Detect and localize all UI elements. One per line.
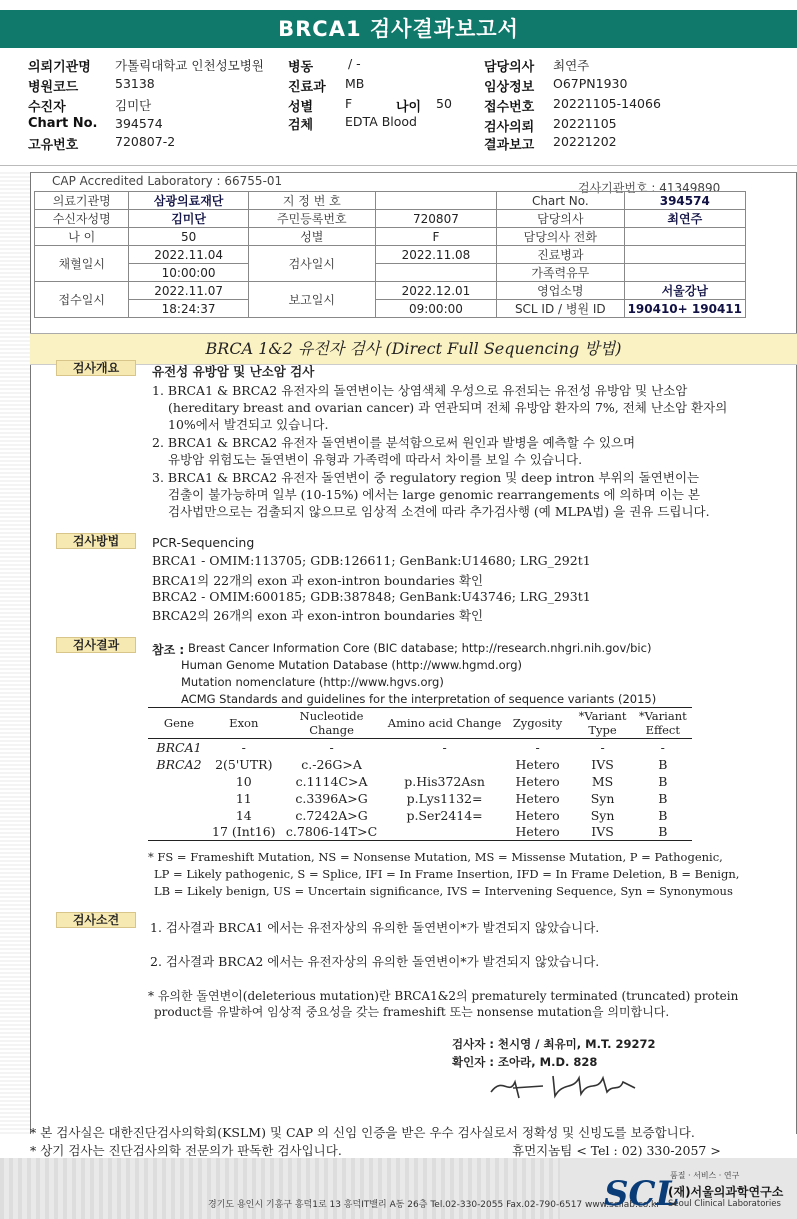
cell-effect: B <box>634 824 692 841</box>
section-overview-label: 검사개요 <box>56 360 136 376</box>
info-label: 지 정 번 호 <box>248 192 375 210</box>
overview-line: 검사법만으로는 검출되지 않으므로 임상적 소견에 따라 추가검사행 (예 MLPA법) 을 권유 드립니다. <box>168 504 710 519</box>
cell-nucleotide: c.3396A>G <box>295 790 368 806</box>
request-value: 20221105 <box>553 116 617 131</box>
dept-value <box>624 246 745 264</box>
reportdate-label: 보고일시 <box>248 282 375 318</box>
patient-label: 수진자 <box>28 100 66 115</box>
info-label: 담당의사 <box>497 210 625 228</box>
section-method-label: 검사방법 <box>56 533 136 549</box>
overview-line: 2. BRCA1 & BRCA2 유전자 돌연변이를 분석함으로써 원인과 발병을 예측할 수 있으며 <box>152 435 636 450</box>
info-label: 의료기관명 <box>35 192 129 210</box>
col-header: Nucleotide Change <box>278 708 386 739</box>
cell-exon: 17 (Int16) <box>212 824 276 840</box>
cell-effect: - <box>660 739 665 755</box>
unique-value: 720807-2 <box>115 134 176 149</box>
cell-zygosity: Hetero <box>515 807 560 823</box>
chart-value: 394574 <box>115 116 163 131</box>
cell-exon: 11 <box>235 790 252 806</box>
cell-gene: BRCA2 <box>156 756 202 772</box>
report-date: 2022.12.01 <box>375 282 496 300</box>
cell-nucleotide: c.1114C>A <box>295 773 368 789</box>
cell-amino: p.His372Asn <box>404 773 485 789</box>
cell-amino: p.Ser2414= <box>406 807 483 823</box>
patient-header <box>0 52 797 170</box>
table-row <box>148 756 692 773</box>
cell-zygosity: Hetero <box>515 756 560 772</box>
table-row <box>148 739 692 756</box>
info-label: Chart No. <box>497 192 625 210</box>
cell-gene <box>148 824 210 841</box>
footer-org-en: Seoul Clinical Laboratories <box>668 1199 781 1209</box>
test-label: 검사일시 <box>248 246 375 282</box>
cell-type: Syn <box>590 807 615 823</box>
institution-number: 검사기관번호 : 41349890 <box>578 181 721 195</box>
cell-gene <box>148 807 210 824</box>
receipt-time: 18:24:37 <box>129 300 248 318</box>
info-value: F <box>375 228 496 246</box>
confirmer: 확인자 : 조아라, M.D. 828 <box>452 1055 598 1069</box>
report-label: 결과보고 <box>484 138 535 153</box>
cell-nucleotide: c.7806-14T>C <box>278 824 386 841</box>
info-value: 최연주 <box>624 210 745 228</box>
chart-label: Chart No. <box>28 116 98 131</box>
family-value <box>624 264 745 282</box>
col-header: *Variant Effect <box>634 708 692 739</box>
finding-brca1: 1. 검사결과 BRCA1 에서는 유전자상의 유의한 돌연변이*가 발견되지 않았습니다. <box>150 920 600 935</box>
method-line: BRCA2 - OMIM:600185; GDB:387848; GenBank:U43746; LRG_293t1 <box>152 589 591 604</box>
cell-nucleotide: c.7242A>G <box>295 807 368 823</box>
reference-line: Human Genome Mutation Database (http://www.hgmd.org) <box>181 658 522 672</box>
footer <box>0 1158 797 1219</box>
contact-tel: 휴먼지놈팀 < Tel : 02) 330-2057 > <box>512 1143 721 1158</box>
age-label: 나이 <box>396 100 422 115</box>
receipt-date: 2022.11.07 <box>129 282 248 300</box>
table-row <box>148 790 692 807</box>
finding-note: product를 유발하여 임상적 중요성을 갖는 frameshift 또는 nonsense mutation을 의미합니다. <box>154 1005 670 1019</box>
section-findings-label: 검사소견 <box>56 912 136 928</box>
section-result-label: 검사결과 <box>56 637 136 653</box>
unique-label: 고유번호 <box>28 138 79 153</box>
dept-label: 진료병과 <box>497 246 625 264</box>
cell-amino <box>386 824 504 841</box>
cell-exon: - <box>241 739 246 755</box>
request-label: 검사의뢰 <box>484 120 535 135</box>
overview-heading: 유전성 유방암 및 난소암 검사 <box>152 364 315 379</box>
cell-effect: B <box>658 773 668 789</box>
doctor-value: 최연주 <box>553 58 590 73</box>
method-line: BRCA1의 22개의 exon 과 exon-intron boundaries 확인 <box>152 573 484 588</box>
cell-type: IVS <box>591 756 614 772</box>
table-row <box>148 773 692 790</box>
scl-value: 190410+ 190411 <box>624 300 745 318</box>
cell-amino <box>386 756 504 773</box>
overview-line: 3. BRCA1 & BRCA2 유전자 돌연변이 중 regulatory region 및 deep intron 부위의 돌연변이는 <box>152 470 700 485</box>
footer-address: 경기도 용인시 기흥구 흥덕1로 13 흥덕IT밸리 A동 26층 Tel.02-330-2055 Fax.02-790-6517 www.scllab.co.kr <box>208 1200 660 1210</box>
review-note: * 상기 검사는 진단검사의학 전문의가 판독한 검사입니다. <box>30 1143 342 1158</box>
cell-zygosity: Hetero <box>515 790 560 806</box>
family-label: 가족력유무 <box>497 264 625 282</box>
cell-gene: BRCA1 <box>156 739 202 755</box>
code-value: 53138 <box>115 76 155 91</box>
info-value: 394574 <box>624 192 745 210</box>
info-value <box>624 228 745 246</box>
tester: 검사자 : 천시영 / 최유미, M.T. 29272 <box>452 1037 656 1051</box>
cell-type: - <box>600 739 605 755</box>
col-header: Exon <box>210 708 278 739</box>
footer-tagline: 품질 · 서비스 · 연구 <box>670 1171 740 1180</box>
table-row <box>148 807 692 824</box>
dept-label: 진료과 <box>288 80 326 95</box>
report-value: 20221202 <box>553 134 617 149</box>
receipt-label: 접수일시 <box>35 282 129 318</box>
ward-value: / - <box>348 56 361 71</box>
col-header: Gene <box>148 708 210 739</box>
info-value: 50 <box>129 228 248 246</box>
sex-value: F <box>345 96 353 111</box>
age-value: 50 <box>436 96 452 111</box>
sex-label: 성별 <box>288 100 314 115</box>
info-label: 담당의사 전화 <box>497 228 625 246</box>
cell-amino: p.Lys1132= <box>406 790 483 806</box>
finding-brca2: 2. 검사결과 BRCA2 에서는 유전자상의 유의한 돌연변이*가 발견되지 않았습니다. <box>150 954 600 969</box>
info-value: 삼광의료재단 <box>129 192 248 210</box>
lab-info-table <box>34 191 746 318</box>
reference-line: ACMG Standards and guidelines for the interpretation of sequence variants (2015) <box>181 692 657 706</box>
patient-value: 김미단 <box>115 98 152 113</box>
clinical-label: 임상정보 <box>484 80 535 95</box>
cell-effect: B <box>658 790 668 806</box>
finding-note: * 유의한 돌연변이(deleterious mutation)란 BRCA1&2의 prematurely terminated (truncated) protein <box>148 989 739 1003</box>
hospital-label: 의뢰기관명 <box>28 60 91 75</box>
cap-accreditation: CAP Accredited Laboratory : 66755-01 <box>52 174 283 188</box>
info-label: 나 이 <box>35 228 129 246</box>
cell-type: MS <box>591 773 614 789</box>
left-margin-pattern <box>0 172 30 1134</box>
method-line: PCR-Sequencing <box>152 535 255 550</box>
clinical-value: O67PN1930 <box>553 76 628 91</box>
abbrev-footnote: LP = Likely pathogenic, S = Splice, IFI = In Frame Insertion, IFD = In Frame Deletion, B = Benign, <box>154 867 740 881</box>
overview-line: (hereditary breast and ovarian cancer) 과 연관되며 전체 유방암 환자의 7%, 전체 난소암 환자의 <box>168 400 728 415</box>
header-divider <box>0 165 797 166</box>
specimen-value: EDTA Blood <box>345 114 417 129</box>
cell-zygosity: - <box>535 739 540 755</box>
overview-line: 유방암 위험도는 돌연변이 유형과 가족력에 따라서 차이를 보일 수 있습니다. <box>168 452 583 467</box>
cell-gene <box>148 790 210 807</box>
signature-scribble <box>483 1070 653 1100</box>
info-value: 김미단 <box>129 210 248 228</box>
report-time: 09:00:00 <box>375 300 496 318</box>
cert-note: * 본 검사실은 대한진단검사의학회(KSLM) 및 CAP 의 신임 인증을 받은 우수 검사실로서 정확성 및 신빙도를 보증합니다. <box>30 1125 695 1140</box>
cell-nucleotide: - <box>329 739 334 755</box>
collect-time: 10:00:00 <box>129 264 248 282</box>
ref-label: 참조 : <box>152 643 185 657</box>
sales-value: 서울강남 <box>624 282 745 300</box>
abbrev-footnote: LB = Likely benign, US = Uncertain significance, IVS = Intervening Sequence, Syn = Synonymous <box>154 884 733 898</box>
overview-line: 검출이 불가능하며 일부 (10-15%) 에서는 large genomic rearrangements 에 의하며 이는 본 <box>168 487 700 502</box>
overview-line: 1. BRCA1 & BRCA2 유전자의 돌연변이는 상염색체 우성으로 유전되는 유전성 유방암 및 난소암 <box>152 383 688 398</box>
info-value: 720807 <box>375 210 496 228</box>
abbrev-footnote: * FS = Frameshift Mutation, NS = Nonsense Mutation, MS = Missense Mutation, P = Pathogenic, <box>148 850 723 864</box>
cell-effect: B <box>658 807 668 823</box>
accession-value: 20221105-14066 <box>553 96 661 111</box>
test-title: BRCA 1&2 유전자 검사 (Direct Full Sequencing 방법) <box>30 333 797 365</box>
reference-line: Mutation nomenclature (http://www.hgvs.org) <box>181 675 444 689</box>
test-time <box>375 264 496 282</box>
doctor-label: 담당의사 <box>484 60 535 75</box>
hospital-value: 가톨릭대학교 인천성모병원 <box>115 58 264 73</box>
cell-type: IVS <box>572 824 634 841</box>
scl-label: SCL ID / 병원 ID <box>497 300 625 318</box>
cell-exon: 14 <box>235 807 252 823</box>
col-header: Zygosity <box>504 708 572 739</box>
cell-amino: - <box>442 739 447 755</box>
cell-zygosity: Hetero <box>515 773 560 789</box>
overview-line: 10%에서 발견되고 있습니다. <box>168 417 329 432</box>
cell-gene <box>148 773 210 790</box>
method-line: BRCA1 - OMIM:113705; GDB:126611; GenBank:U14680; LRG_292t1 <box>152 553 591 568</box>
sales-label: 영업소명 <box>497 282 625 300</box>
cell-type: Syn <box>590 790 615 806</box>
collect-date: 2022.11.04 <box>129 246 248 264</box>
col-header: Amino acid Change <box>386 708 504 739</box>
reference-line: Breast Cancer Information Core (BIC database; http://research.nhgri.nih.gov/bic) <box>188 641 652 655</box>
cell-zygosity: Hetero <box>504 824 572 841</box>
method-line: BRCA2의 26개의 exon 과 exon-intron boundaries 확인 <box>152 608 484 623</box>
table-row <box>148 824 692 841</box>
footer-org-kr: (재)서울의과학연구소 <box>668 1185 784 1199</box>
cell-effect: B <box>658 756 668 772</box>
code-label: 병원코드 <box>28 80 79 95</box>
accession-label: 접수번호 <box>484 100 535 115</box>
ward-label: 병동 <box>288 60 314 75</box>
test-date: 2022.11.08 <box>375 246 496 264</box>
dept-value: MB <box>345 76 365 91</box>
scl-logo: SCL <box>604 1174 680 1214</box>
cell-nucleotide: c.-26G>A <box>301 756 362 772</box>
info-value <box>375 192 496 210</box>
report-title: BRCA1 검사결과보고서 <box>0 10 797 48</box>
cell-exon: 2(5'UTR) <box>215 756 273 772</box>
info-label: 성별 <box>248 228 375 246</box>
collect-label: 채혈일시 <box>35 246 129 282</box>
info-label: 주민등록번호 <box>248 210 375 228</box>
info-label: 수신자성명 <box>35 210 129 228</box>
specimen-label: 검체 <box>288 118 314 133</box>
variant-table <box>148 707 692 841</box>
cell-exon: 10 <box>235 773 252 789</box>
col-header: *Variant Type <box>572 708 634 739</box>
